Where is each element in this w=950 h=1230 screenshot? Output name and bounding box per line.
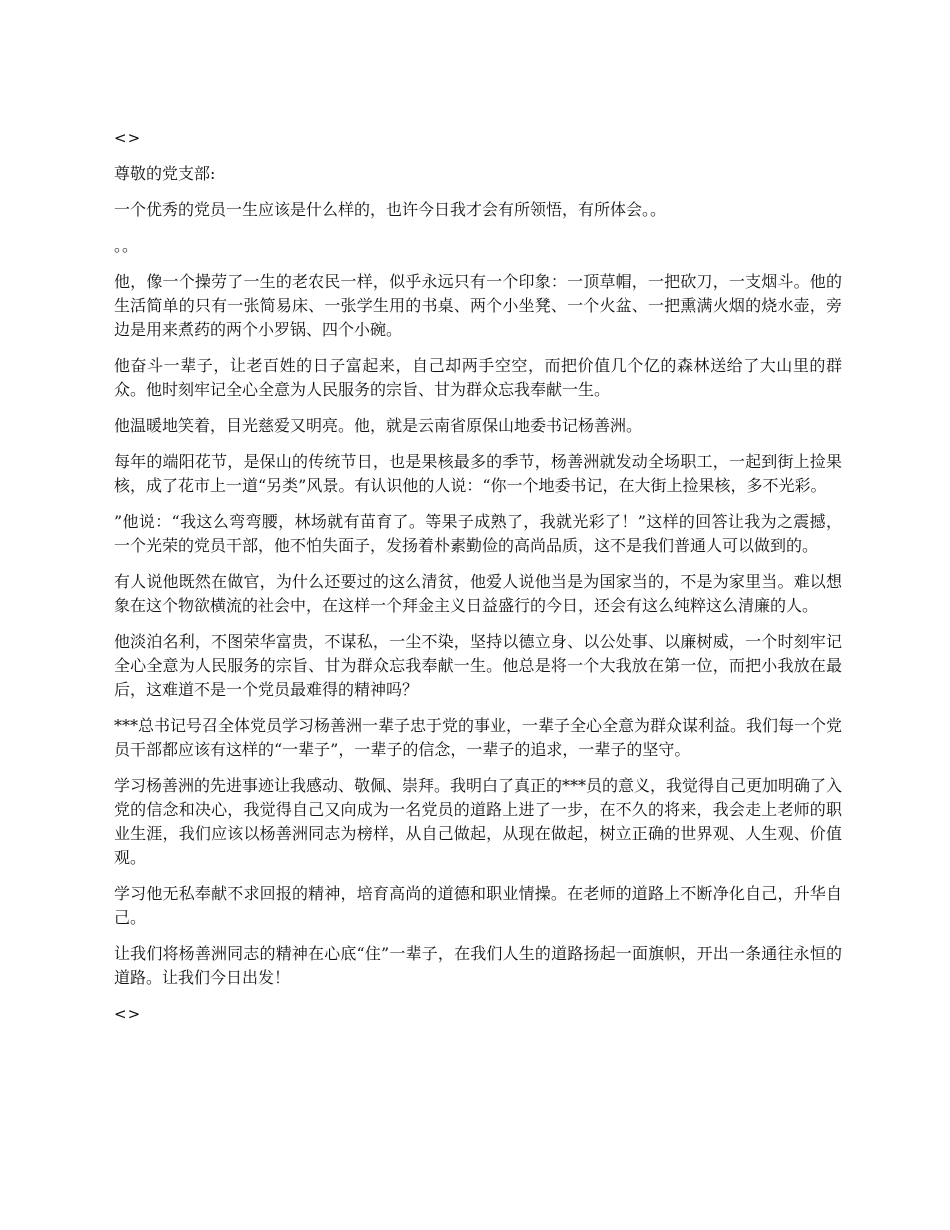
greeting: 尊敬的党支部: [114,164,216,183]
bottom-marker: <> [114,1005,142,1023]
paragraph-13: 让我们将杨善洲同志的精神在心底“住”一辈子，在我们人生的道路扬起一面旗帜，开出一条通往永恒的道路。让我们今日出发！ [114,944,842,987]
paragraph-7: ”他说：“我这么弯弯腰，林场就有苗育了。等果子成熟了，我就光彩了！”这样的回答让我为之震撼，一个光荣的党员干部，他不怕失面子，发扬着朴素勤俭的高尚品质，这不是我们普通人可以做到的。 [114,512,842,555]
paragraph-11: 学习杨善洲的先进事迹让我感动、敬佩、崇拜。我明白了真正的***员的意义，我觉得自己更加明确了入党的信念和决心，我觉得自己又向成为一名党员的道路上进了一步，在不久的将来，我会走上老师的职业生涯，我们应该以杨善洲同志为榜样，从自己做起，从现在做起，树立正确的世界观、人生观、价值观。 [114,776,843,867]
document-page [114,126,842,1038]
paragraph-8: 有人说他既然在做官，为什么还要过的这么清贫，他爱人说他当是为国家当的，不是为家里当。难以想象在这个物欲横流的社会中，在这样一个拜金主义日益盛行的今日，还会有这么纯粹这么清廉的人。 [114,572,842,615]
top-marker: <> [114,129,142,147]
paragraph-1: 一个优秀的党员一生应该是什么样的，也许今日我才会有所领悟，有所体会。。 [114,200,667,219]
paragraph-9: 他淡泊名利，不图荣华富贵，不谋私，一尘不染，坚持以德立身、以公处事、以廉树威，一个时刻牢记全心全意为人民服务的宗旨、甘为群众忘我奉献一生。他总是将一个大我放在第一位，而把小我放在最后，这难道不是一个党员最难得的精神吗？ [114,632,842,699]
paragraph-10: ***总书记号召全体党员学习杨善洲一辈子忠于党的事业，一辈子全心全意为群众谋利益。我们每一个党员干部都应该有这样的“一辈子”，一辈子的信念，一辈子的追求，一辈子的坚守。 [114,716,843,759]
paragraph-4: 他奋斗一辈子，让老百姓的日子富起来，自己却两手空空，而把价值几个亿的森林送给了大山里的群众。他时刻牢记全心全意为人民服务的宗旨、甘为群众忘我奉献一生。 [114,356,842,399]
paragraph-12: 学习他无私奉献不求回报的精神，培育高尚的道德和职业情操。在老师的道路上不断净化自己，升华自己。 [114,884,842,927]
paragraph-6: 每年的端阳花节，是保山的传统节日，也是果核最多的季节，杨善洲就发动全场职工，一起到街上捡果核，成了花市上一道“另类”风景。有认识他的人说：“你一个地委书记，在大街上捡果核，多不光彩。 [114,452,842,495]
paragraph-5: 他温暖地笑着，目光慈爱又明亮。他，就是云南省原保山地委书记杨善洲。 [114,416,643,435]
paragraph-3: 他，像一个操劳了一生的老农民一样，似乎永远只有一个印象：一顶草帽，一把砍刀，一支烟斗。他的生活简单的只有一张简易床、一张学生用的书桌、两个小坐凳、一个火盆、一把熏满火烟的烧水壶，旁边是用来煮药的两个小罗锅、四个小碗。 [114,272,842,339]
paragraph-2: 。。 [114,236,139,255]
